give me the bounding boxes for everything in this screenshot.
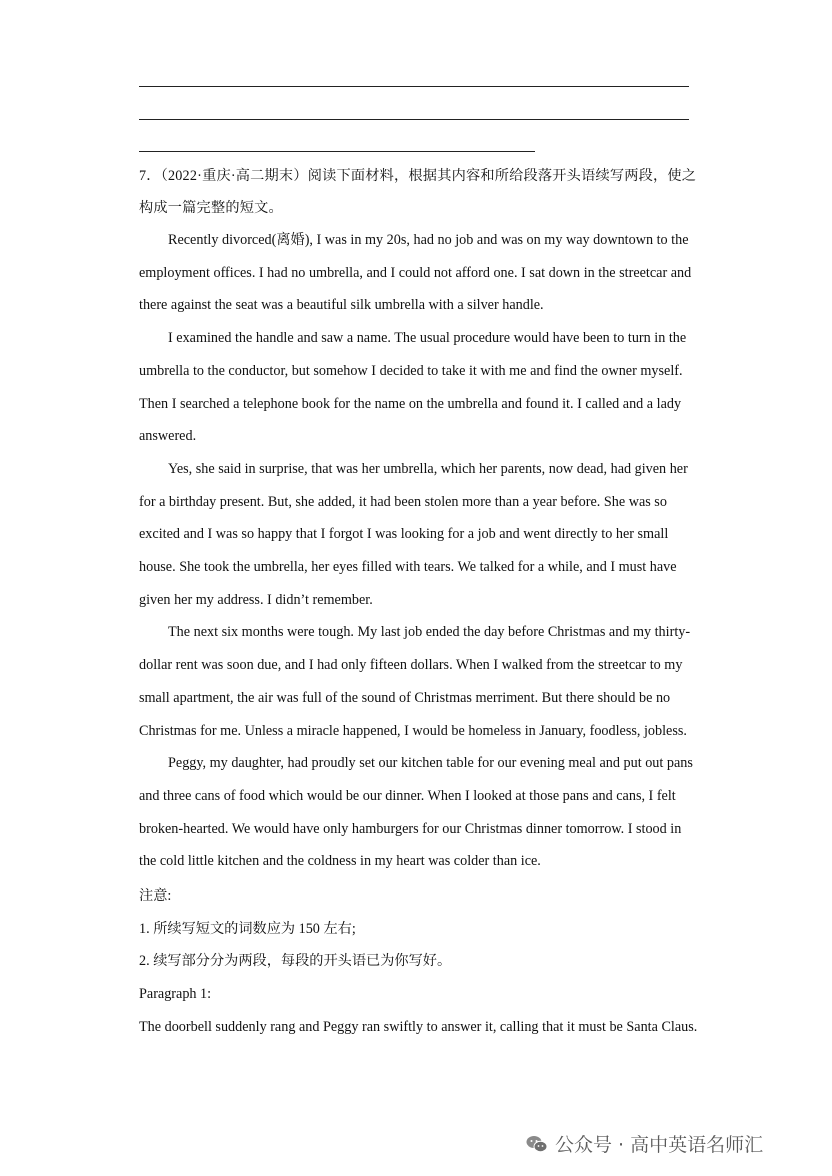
passage-paragraph: I examined the handle and saw a name. The usual procedure would have been to turn in the umbrella to the conductor, but somehow I decided to take it with me and find the owner myself. Then I searched a telephone book for the name on the umbrella and found it. I called and a lady answered. xyxy=(139,330,687,445)
question-content xyxy=(139,160,699,1044)
paragraph-label: Paragraph 1: xyxy=(139,986,212,1003)
passage-paragraph: Recently divorced(离婚), I was in my 20s, had no job and was on my way downtown to the employment offices. I had no umbrella, and I could not afford one. I sat down in the streetcar and there against the seat was a beautiful silk umbrella with a silver handle. xyxy=(139,232,692,314)
notes-section xyxy=(139,880,699,978)
answer-line xyxy=(139,151,535,152)
watermark xyxy=(525,1130,763,1157)
note-item: 1. 所续写短文的词数应为 150 左右; xyxy=(139,920,356,937)
paragraph-opening: The doorbell suddenly rang and Peggy ran swiftly to answer it, calling that it must be Santa Claus. xyxy=(139,1018,698,1035)
wechat-icon xyxy=(525,1132,549,1156)
answer-line xyxy=(139,119,689,120)
question-heading: 7．（2022·重庆·高二期末）阅读下面材料，根据其内容和所给段落开头语续写两段，使之构成一篇完整的短文。 xyxy=(139,168,697,216)
passage-paragraph: The next six months were tough. My last job ended the day before Christmas and my thirty-dollar rent was soon due, and I had only fifteen dollars. When I walked from the streetcar to my small apartment, the air was full of the sound of Christmas merriment. But there should be no Christmas for me. Unless a miracle happened, I would be homeless in January, foodless, jobless. xyxy=(139,624,691,739)
answer-line xyxy=(139,86,689,87)
note-item: 2. 续写部分分为两段，每段的开头语已为你写好。 xyxy=(139,953,452,970)
watermark-text: 公众号 · 高中英语名师汇 xyxy=(555,1134,764,1156)
passage-paragraph: Yes, she said in surprise, that was her umbrella, which her parents, now dead, had given her for a birthday present. But, she added, it had been stolen more than a year before. She was so excited and I was so happy that I forgot I was looking for a job and went directly to her small house. She took the umbrella, her eyes filled with tears. We talked for a while, and I must have given her my address. I didn’t remember. xyxy=(139,460,688,608)
notes-title: 注意: xyxy=(139,888,172,905)
passage-paragraph: Peggy, my daughter, had proudly set our kitchen table for our evening meal and put out pans and three cans of food which would be our dinner. When I looked at those pans and cans, I felt broken-hearted. We would have only hamburgers for our Christmas dinner tomorrow. I stood in the cold little kitchen and the coldness in my heart was colder than ice. xyxy=(139,755,693,870)
